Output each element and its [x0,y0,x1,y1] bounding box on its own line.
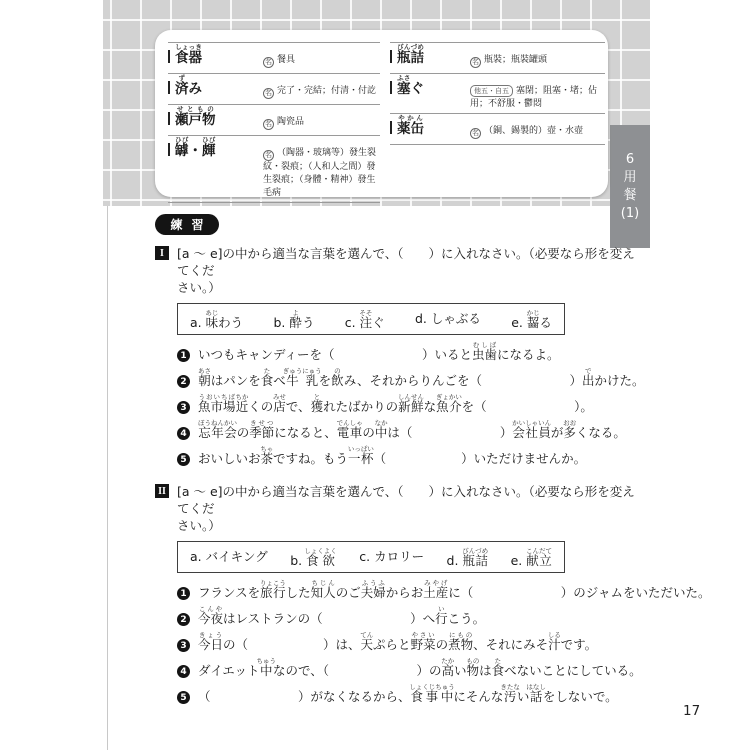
vocab-definition [470,74,605,111]
vocab-headword [390,43,470,71]
vocab-row [168,42,380,74]
question-text: 今日きょうの（ ）は、天てんぷらと野菜やさいの煮物にもの、それにみそ汁しるです。 [198,631,598,652]
question-text: いつもキャンディーを（ ）いると虫歯むしばになるよ。 [198,341,560,362]
instruction-line-2: さい。） [177,280,221,295]
vocab-row [390,114,605,145]
headword-text: 瀬戸物せともの [175,105,216,128]
question-text: フランスを旅行りょこうした知人ちじんのご夫婦ふうふからお土産みやげに（ ）のジャムをいただいた。 [198,579,711,600]
question-text: 忘年会ぼうねんかいの季節きせつになると、電車でんしゃの中なかは（ ）会社員かいしゃいんが多おおくなる。 [198,419,626,440]
option-letter: e. [511,315,523,330]
headword-text: 食器しょっき [175,43,202,66]
option-letter: e. [510,553,523,568]
question-number-badge: 1 [177,349,190,362]
option-letter: c. [344,315,356,330]
option-word: しゃぶる [430,311,481,326]
option-item [511,309,552,332]
option-word: 食欲しょくよく [304,547,337,568]
pos-tag: 名 [472,58,479,66]
vocab-headword [390,114,470,142]
option-letter: d. [414,311,427,326]
question-text: （ ）がなくなるから、食事中しょくじちゅうにそんな汚きたない話はなしをしないで。 [198,683,618,704]
question-number-badge: 4 [177,665,190,678]
option-item [274,309,315,332]
question-number-badge: 5 [177,691,190,704]
instruction-line-1: [a 〜 e]の中から適当な言葉を選んで、（ ）に入れなさい。（必要なら形を変えてくだ [177,246,635,278]
headword-bar-icon [390,50,392,63]
option-item [190,309,243,332]
exercise-2-instruction [155,483,635,517]
headword-bar-icon [168,81,170,94]
option-word: 注そそぐ [359,309,385,330]
exercise-1-options-box [177,303,565,335]
question-number-badge: 5 [177,453,190,466]
definition-text: 完了・完結；付清・付訖 [277,86,377,96]
question-row [177,367,645,392]
vocab-row [390,74,605,114]
chapter-tab-char: 6 [625,152,635,167]
practice-label: 練習 [170,218,213,232]
option-letter: b. [290,553,303,568]
vocab-column-right [390,42,605,197]
headword-text: 罅ひび・皹ひび [175,136,216,159]
vocab-headword [168,74,263,102]
question-number-badge: 2 [177,375,190,388]
vocab-definition [263,74,380,102]
question-row [177,657,642,682]
chapter-tab-char: 用 [623,170,637,185]
exercise-2-options-box [177,541,565,573]
option-word: 瓶詰びんづめ [462,547,489,568]
option-word: 齧かじる [526,309,552,330]
exercise-1-instruction [155,245,635,279]
vocab-definition [263,43,380,71]
vocab-row [168,74,380,105]
vocab-row [168,105,380,136]
vocab-card [155,30,608,197]
page-number: 17 [683,703,701,719]
definition-text: （陶器・玻璃等）發生裂紋・裂痕；（人和人之間）發生裂痕；（身體・精神）發生毛病 [263,148,377,198]
option-item [415,309,481,332]
instruction-line-2: さい。） [177,518,221,533]
vocab-headword [168,136,263,200]
question-row [177,579,711,604]
question-row [177,419,635,444]
headword-text: 薬缶やかん [397,114,424,137]
pos-tag: 名 [265,89,272,97]
chapter-tab-char: 餐 [623,188,637,203]
option-word: カロリー [374,549,425,564]
option-item [290,547,337,570]
option-item [190,547,268,570]
question-row [177,605,635,630]
option-letter: a. [190,315,202,330]
option-word: 味あじわう [205,309,244,330]
question-text: ダイエット中ちゅうなので、（ ）の高たかい物ものは食たべないことにしている。 [198,657,642,678]
question-row [177,445,635,470]
question-number-badge: 2 [177,613,190,626]
question-row [177,631,635,656]
option-item [511,547,552,570]
practice-section-badge [155,214,219,235]
pos-tag: 名 [265,58,272,66]
definition-text: 餐具 [277,55,296,65]
instruction-line-1: [a 〜 e]の中から適当な言葉を選んで、（ ）に入れなさい。（必要なら形を変えてくだ [177,484,635,516]
exercise-1 [155,245,645,470]
exercise-2 [155,483,711,708]
headword-bar-icon [168,112,170,125]
headword-text: 済ずみ [175,74,202,97]
question-number-badge: 3 [177,639,190,652]
definition-text: 塞閉；阻塞・堵；佔用；不舒服・鬱悶 [470,86,598,109]
option-letter: d. [446,553,459,568]
pos-tag: 名 [265,151,272,159]
headword-bar-icon [390,81,392,94]
definition-text: （銅、錫製的）壺・水壺 [484,126,584,136]
option-item [447,547,489,570]
question-number-badge: 3 [177,401,190,414]
pos-tag: 名 [265,120,272,128]
headword-bar-icon [168,50,170,63]
pos-tag: 名 [472,129,479,137]
option-letter: a. [190,549,202,564]
option-letter: c. [359,549,371,564]
vocab-definition [470,114,605,142]
vocab-row [168,136,380,203]
chapter-tab-char: (1) [620,206,640,221]
option-word: 酔よう [289,309,315,330]
option-word: バイキング [205,549,268,564]
question-text: 今夜こんやはレストランの（ ）へ行いこう。 [198,605,486,626]
headword-bar-icon [168,143,170,156]
headword-text: 塞ふさぐ [397,74,424,97]
question-row [177,341,635,366]
vocab-definition [263,105,380,133]
option-word: 献立こんだて [526,547,552,568]
headword-text: 瓶詰びんづめ [397,43,424,66]
vocab-row [390,42,605,74]
option-item [359,547,424,570]
question-text: おいしいお茶ちゃですね。もう一杯いっぱい（ ）いただけませんか。 [198,445,587,466]
exercise-1-numeral: I [155,246,169,260]
question-number-badge: 4 [177,427,190,440]
option-letter: b. [273,315,286,330]
exercise-2-numeral: II [155,484,169,498]
question-row [177,683,635,708]
margin-rule [107,206,108,750]
chapter-tab [610,125,650,248]
pos-tag: 他五・自五 [470,85,513,97]
definition-text: 瓶裝；瓶裝罐頭 [484,55,548,65]
vocab-headword [168,105,263,133]
question-row [177,393,635,418]
vocab-definition [263,136,380,200]
option-item [345,309,385,332]
question-text: 魚市場うおいちば近ちかくの店みせで、獲とれたばかりの新鮮しんせんな魚介ぎょかいを（ ）。 [198,393,593,414]
vocab-headword [390,74,470,111]
vocab-definition [470,43,605,71]
definition-text: 陶瓷品 [277,117,305,127]
vocab-headword [168,43,263,71]
question-text: 朝あさはパンを食たべ牛乳ぎゅうにゅうを飲のみ、それからりんごを（ ）出でかけた。 [198,367,645,388]
vocab-column-left [168,42,380,197]
headword-bar-icon [390,121,392,134]
question-number-badge: 1 [177,587,190,600]
exercise-area [155,245,711,709]
